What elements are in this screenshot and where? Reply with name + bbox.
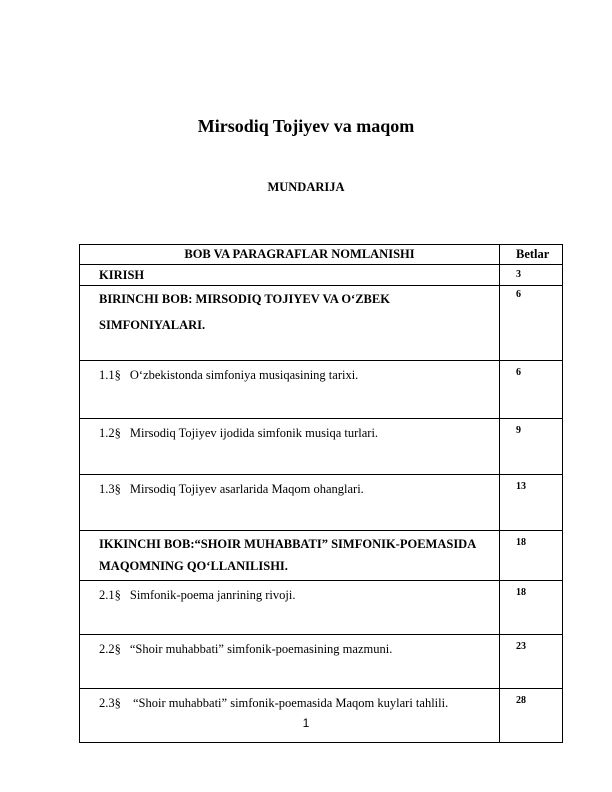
section-number: 2.3§ — [99, 696, 121, 710]
page-number: 1 — [302, 716, 310, 730]
toc-row-title — [80, 286, 500, 361]
toc-row-title — [80, 635, 500, 689]
toc-row-intro — [80, 265, 563, 286]
section-number: 1.1§ — [99, 368, 121, 382]
document-title: Mirsodiq Tojiyev va maqom — [197, 116, 415, 136]
section-number: 1.2§ — [99, 426, 121, 440]
chapter-title-line2: MAQOMNING QO‘LLANILISHI. — [99, 559, 288, 573]
toc-row-title — [80, 419, 500, 475]
toc-row-title — [80, 581, 500, 635]
chapter-title-line2: SIMFONIYALARI. — [99, 318, 206, 332]
toc-heading: MUNDARIJA — [267, 180, 345, 194]
toc-row-page: 6 — [500, 286, 563, 361]
toc-row-section — [80, 581, 563, 635]
toc-header-row — [80, 245, 563, 265]
toc-row-chapter-2 — [80, 531, 563, 581]
section-number: 1.3§ — [99, 482, 121, 496]
toc-row-chapter-1 — [80, 286, 563, 361]
section-title: “Shoir muhabbati” simfonik-poemasida Maqom kuylari tahlili. — [129, 696, 449, 710]
toc-row-page: 9 — [500, 419, 563, 475]
toc-row-page: 13 — [500, 475, 563, 531]
toc-row-page: 6 — [500, 361, 563, 419]
toc-row-title — [80, 361, 500, 419]
section-title: Mirsodiq Tojiyev asarlarida Maqom ohanglari. — [129, 482, 364, 496]
toc-row-page: 23 — [500, 635, 563, 689]
section-title: Simfonik-poema janrining rivoji. — [129, 588, 296, 602]
toc-row-page: 18 — [500, 531, 563, 581]
section-title: Mirsodiq Tojiyev ijodida simfonik musiqa turlari. — [129, 426, 379, 440]
toc-row-title — [80, 475, 500, 531]
section-number: 2.1§ — [99, 588, 121, 602]
section-title: O‘zbekistonda simfoniya musiqasining tarixi. — [129, 368, 359, 382]
toc-row-section — [80, 361, 563, 419]
toc-row-page: 3 — [500, 265, 563, 286]
chapter-title-line1: BIRINCHI BOB: MIRSODIQ TOJIYEV VA O‘ZBEK — [99, 292, 390, 306]
toc-row-page: 28 — [500, 689, 563, 743]
toc-row-section — [80, 635, 563, 689]
toc-table — [79, 244, 563, 743]
toc-header-pages: Betlar — [500, 245, 563, 265]
toc-row-title: KIRISH — [80, 265, 500, 286]
section-number: 2.2§ — [99, 642, 121, 656]
chapter-title-line1: IKKINCHI BOB:“SHOIR MUHABBATI” SIMFONIK-POEMASIDA — [99, 537, 477, 551]
section-title: “Shoir muhabbati” simfonik-poemasining mazmuni. — [129, 642, 393, 656]
toc-header-title: BOB VA PARAGRAFLAR NOMLANISHI — [80, 245, 500, 265]
toc-row-title — [80, 531, 500, 581]
toc-row-section — [80, 475, 563, 531]
toc-row-section — [80, 419, 563, 475]
toc-row-page: 18 — [500, 581, 563, 635]
